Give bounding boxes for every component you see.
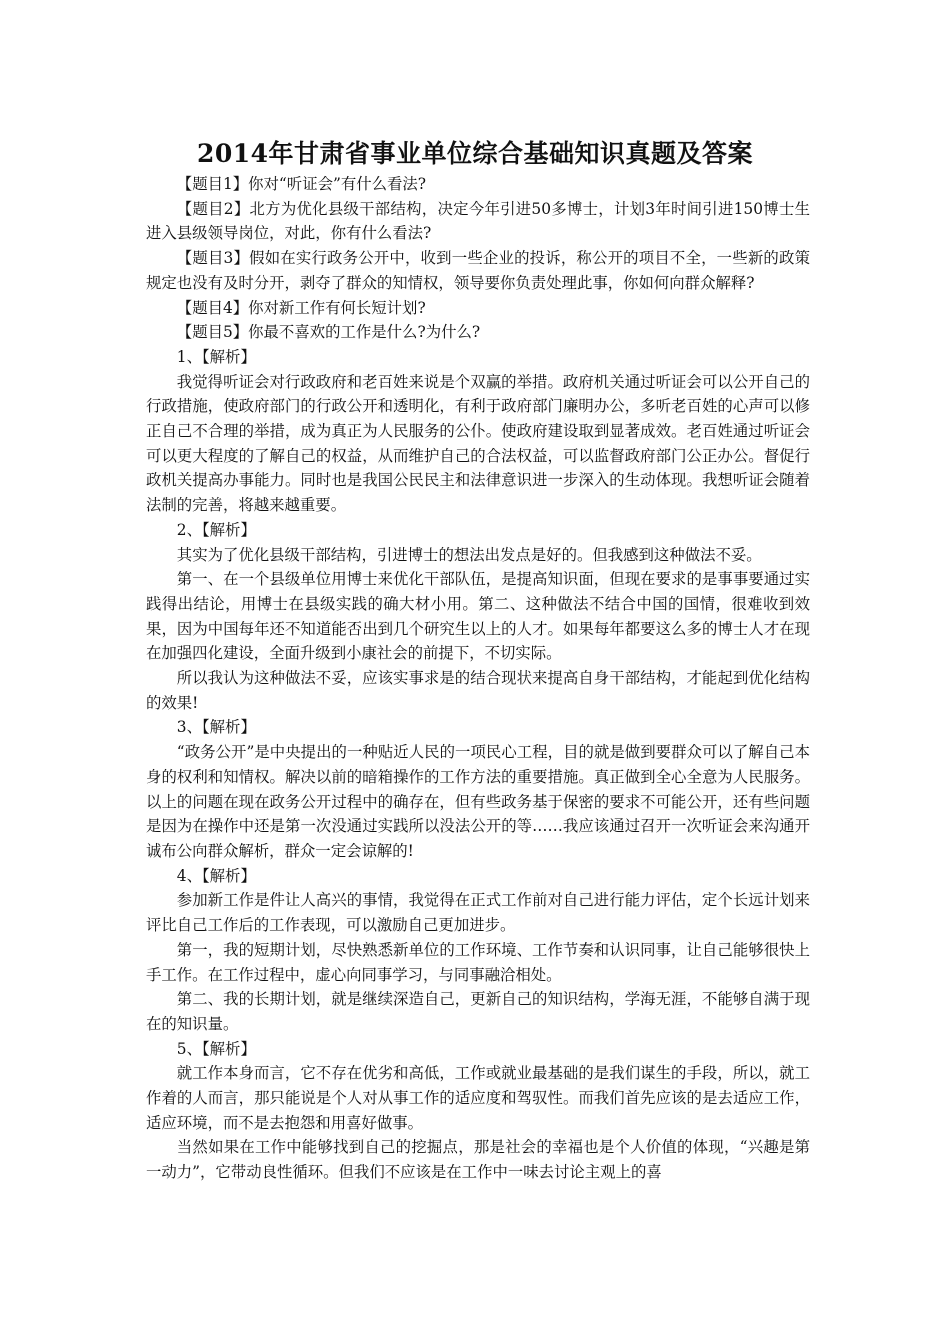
answer-5-paragraph: 就工作本身而言，它不存在优劣和高低，工作或就业最基础的是我们谋生的手段，所以，就工作着的人而言，那只能说是个人对从事工作的适应度和驾驭性。而我们首先应该的是去适应工作，适应环境，而不是去抱怨和用喜好做事。 [146,1064,810,1132]
question-5: 【题目5】你最不喜欢的工作是什么?为什么? [176,323,481,342]
question-4: 【题目4】你对新工作有何长短计划? [176,298,426,317]
document-title: 2014年甘肃省事业单位综合基础知识真题及答案 [196,139,754,168]
answer-2-paragraph: 其实为了优化县级干部结构，引进博士的想法出发点是好的。但我感到这种做法不妥。 [176,545,762,564]
answer-3-heading: 3、【解析】 [176,718,256,737]
answer-3-paragraph: “政务公开”是中央提出的一种贴近人民的一项民心工程，目的就是做到要群众可以了解自己本身的权利和知情权。解决以前的暗箱操作的工作方法的重要措施。真正做到全心全意为人民服务。以上的问题在现在政务公开过程中的确存在，但有些政务基于保密的要求不可能公开，还有些问题是因为在操作中还是第一次没通过实践所以没法公开的等……我应该通过召开一次听证会来沟通开诚布公向群众解析，群众一定会谅解的! [146,743,810,860]
answer-2-heading: 2、【解析】 [176,520,256,539]
question-3: 【题目3】假如在实行政务公开中，收到一些企业的投诉，称公开的项目不全，一些新的政策规定也没有及时分开，剥夺了群众的知情权，领导要你负责处理此事，你如何向群众解释? [146,249,810,292]
answer-4-paragraph: 第二、我的长期计划，就是继续深造自己，更新自己的知识结构，学海无涯，不能够自满于现在的知识量。 [146,990,810,1033]
answer-2-paragraph: 所以我认为这种做法不妥，应该实事求是的结合现状来提高自身干部结构，才能起到优化结构的效果! [146,669,810,712]
question-1: 【题目1】你对“听证会”有什么看法? [176,175,427,193]
document-body [146,172,810,1185]
answer-5-heading: 5、【解析】 [176,1039,256,1058]
answer-5-paragraph: 当然如果在工作中能够找到自己的挖掘点，那是社会的幸福也是个人价值的体现，“兴趣是第一动力”，它带动良性循环。但我们不应该是在工作中一味去讨论主观上的喜 [146,1138,810,1182]
answer-1-paragraph: 我觉得听证会对行政政府和老百姓来说是个双赢的举措。政府机关通过听证会可以公开自己的行政措施，使政府部门的行政公开和透明化，有利于政府部门廉明办公，多听老百姓的心声可以修正自己不合理的举措，成为真正为人民服务的公仆。使政府建设取到显著成效。老百姓通过听证会可以更大程度的了解自己的权益，从而维护自己的合法权益，可以监督政府部门公正办公。督促行政机关提高办事能力。同时也是我国公民民主和法律意识进一步深入的生动体现。我想听证会随着法制的完善，将越来越重要。 [146,372,810,515]
answer-1-heading: 1、【解析】 [176,347,256,366]
question-2: 【题目2】北方为优化县级干部结构，决定今年引进50多博士，计划3年时间引进150博士生进入县级领导岗位，对此，你有什么看法? [146,199,810,243]
answer-2-paragraph: 第一、在一个县级单位用博士来优化干部队伍，是提高知识面，但现在要求的是事事要通过实践得出结论，用博士在县级实践的确大材小用。第二、这种做法不结合中国的国情，很难收到效果，因为中国每年还不知道能否出到几个研究生以上的人才。如果每年都要这么多的博士人才在现在加强四化建设，全面升级到小康社会的前提下，不切实际。 [146,570,810,663]
answer-4-paragraph: 参加新工作是件让人高兴的事情，我觉得在正式工作前对自己进行能力评估，定个长远计划来评比自己工作后的工作表现，可以激励自己更加进步。 [146,891,810,935]
answer-4-paragraph: 第一，我的短期计划，尽快熟悉新单位的工作环境、工作节奏和认识同事，让自己能够很快上手工作。在工作过程中，虚心向同事学习，与同事融洽相处。 [146,940,810,984]
answer-4-heading: 4、【解析】 [176,866,256,885]
